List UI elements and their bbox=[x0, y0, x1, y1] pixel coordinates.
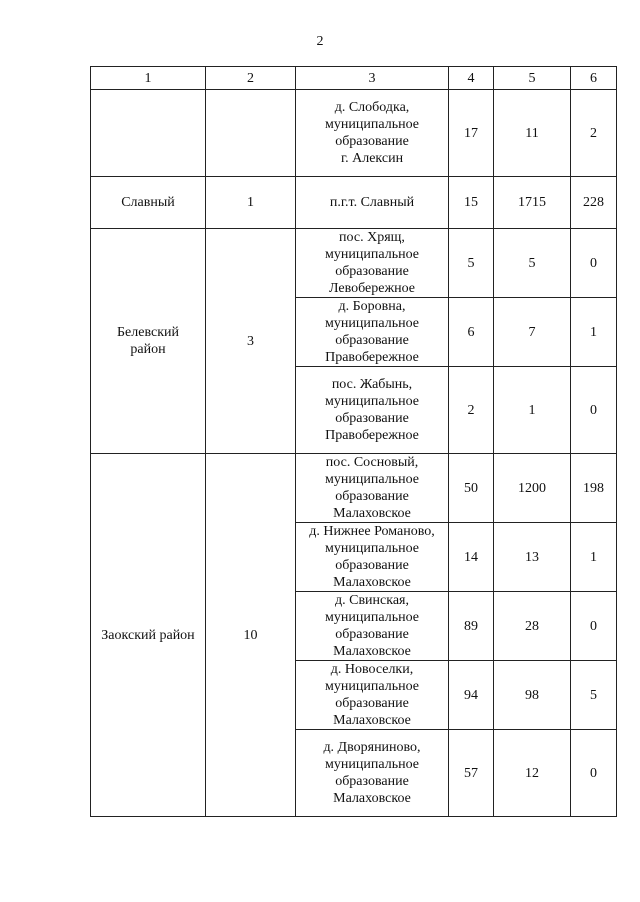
table-row bbox=[91, 90, 617, 177]
district-cell: Славный bbox=[91, 177, 206, 229]
value-cell: 57 bbox=[449, 730, 494, 817]
value-cell: 5 bbox=[449, 229, 494, 298]
settlement-cell: д. Боровна, муниципальное образование Правобережное bbox=[296, 298, 449, 367]
value-cell: 1 bbox=[571, 523, 617, 592]
value-cell: 17 bbox=[449, 90, 494, 177]
value-cell: 50 bbox=[449, 454, 494, 523]
value-cell: 0 bbox=[571, 730, 617, 817]
value-cell: 1200 bbox=[494, 454, 571, 523]
column-header: 4 bbox=[449, 67, 494, 90]
column-header: 1 bbox=[91, 67, 206, 90]
value-cell: 14 bbox=[449, 523, 494, 592]
column-header: 6 bbox=[571, 67, 617, 90]
value-cell: 228 bbox=[571, 177, 617, 229]
value-cell: 7 bbox=[494, 298, 571, 367]
settlement-cell: п.г.т. Славный bbox=[296, 177, 449, 229]
settlements-table bbox=[90, 66, 617, 817]
value-cell: 198 bbox=[571, 454, 617, 523]
column-header: 5 bbox=[494, 67, 571, 90]
count-cell: 3 bbox=[206, 229, 296, 454]
value-cell: 2 bbox=[449, 367, 494, 454]
value-cell: 0 bbox=[571, 367, 617, 454]
settlement-cell: д. Дворяниново, муниципальное образование Малаховское bbox=[296, 730, 449, 817]
value-cell: 94 bbox=[449, 661, 494, 730]
settlement-cell: пос. Сосновый, муниципальное образование Малаховское bbox=[296, 454, 449, 523]
settlement-cell: пос. Хрящ, муниципальное образование Левобережное bbox=[296, 229, 449, 298]
district-cell bbox=[91, 90, 206, 177]
column-header: 3 bbox=[296, 67, 449, 90]
district-cell: Заокский район bbox=[91, 454, 206, 817]
table-row bbox=[91, 229, 617, 298]
value-cell: 1 bbox=[494, 367, 571, 454]
value-cell: 28 bbox=[494, 592, 571, 661]
count-cell: 1 bbox=[206, 177, 296, 229]
settlement-cell: д. Новоселки, муниципальное образование Малаховское bbox=[296, 661, 449, 730]
column-header: 2 bbox=[206, 67, 296, 90]
value-cell: 0 bbox=[571, 592, 617, 661]
value-cell: 15 bbox=[449, 177, 494, 229]
settlement-cell: д. Слободка, муниципальное образование г. Алексин bbox=[296, 90, 449, 177]
value-cell: 5 bbox=[494, 229, 571, 298]
count-cell: 10 bbox=[206, 454, 296, 817]
page-number: 2 bbox=[316, 34, 324, 49]
value-cell: 12 bbox=[494, 730, 571, 817]
value-cell: 1 bbox=[571, 298, 617, 367]
value-cell: 13 bbox=[494, 523, 571, 592]
table-header-row bbox=[91, 67, 617, 90]
value-cell: 98 bbox=[494, 661, 571, 730]
district-cell: Белевский район bbox=[91, 229, 206, 454]
value-cell: 1715 bbox=[494, 177, 571, 229]
value-cell: 0 bbox=[571, 229, 617, 298]
settlement-cell: д. Нижнее Романово, муниципальное образование Малаховское bbox=[296, 523, 449, 592]
settlement-cell: д. Свинская, муниципальное образование Малаховское bbox=[296, 592, 449, 661]
value-cell: 6 bbox=[449, 298, 494, 367]
table-row bbox=[91, 177, 617, 229]
value-cell: 11 bbox=[494, 90, 571, 177]
settlement-cell: пос. Жабынь, муниципальное образование Правобережное bbox=[296, 367, 449, 454]
value-cell: 89 bbox=[449, 592, 494, 661]
value-cell: 5 bbox=[571, 661, 617, 730]
table-row bbox=[91, 454, 617, 523]
value-cell: 2 bbox=[571, 90, 617, 177]
count-cell bbox=[206, 90, 296, 177]
